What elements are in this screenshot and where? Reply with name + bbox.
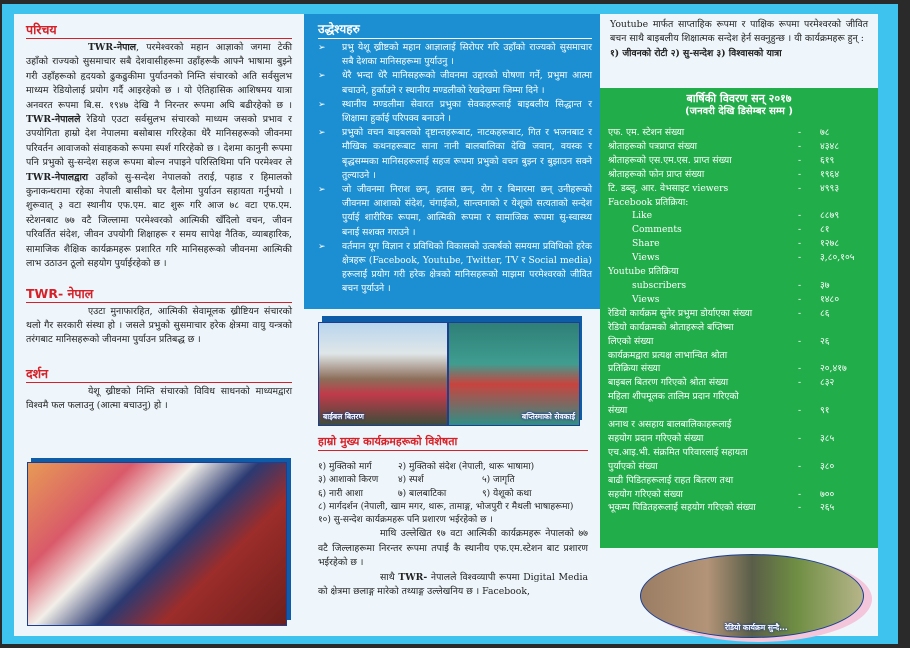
stats-dash: - (798, 224, 802, 236)
stats-dash: - (798, 405, 802, 417)
arrow-bullet-icon: ➢ (318, 71, 326, 82)
vision-text: येशू ख्रीष्टको निम्ति संचारको विविध साधनको माध्यमद्वारा विश्वमै फल फलाउनु (आत्मा बचाउनु) हो । (26, 385, 292, 412)
stats-value (820, 418, 870, 432)
stats-row (608, 488, 870, 502)
stats-value: ३८५ (820, 432, 835, 444)
stats-dash: - (798, 293, 802, 305)
stats-subtitle: (जनवरी देखि डिसेम्बर सम्म ) (685, 106, 793, 117)
column-middle (304, 14, 600, 636)
stats-dash: - (798, 488, 802, 500)
stats-row (608, 321, 870, 335)
stats-label: महिला शीपमूलक तालिम प्रदान गरिएको (608, 391, 739, 403)
column-right (600, 14, 878, 636)
stats-dash: - (798, 335, 802, 347)
stats-label: Comments (632, 224, 682, 236)
stats-row (608, 182, 870, 196)
stats-label: रेडियो कार्यक्रमको श्रोताहरूले बप्तिष्मा (608, 321, 734, 333)
stats-row (608, 251, 870, 265)
stats-label: Like (632, 210, 653, 222)
stats-value: ४३४८ (820, 140, 840, 152)
baptism-photo (448, 322, 580, 426)
objectives-title: उद्धेश्यहरु (318, 22, 592, 39)
stats-value: १९६४ (820, 168, 840, 180)
arrow-bullet-icon: ➢ (318, 241, 326, 252)
stats-label: संख्या (608, 405, 628, 417)
stats-value: ८३२ (820, 377, 835, 389)
photo-strip (318, 320, 582, 428)
stats-label: अनाथ र असहाय बालबालिकाहरूलाई (608, 419, 732, 431)
arrow-bullet-icon: ➢ (318, 99, 326, 110)
stats-value: ३८० (820, 460, 835, 472)
stats-dash: - (798, 238, 802, 250)
stats-row (608, 418, 870, 432)
stats-dash (798, 349, 820, 363)
stats-dash: - (798, 252, 802, 264)
stats-value: २०,४१७ (820, 363, 847, 375)
radio-listener-photo (640, 554, 872, 644)
stats-row (608, 209, 870, 223)
stats-row (608, 168, 870, 182)
stats-row (608, 501, 870, 515)
stats-value: ९१ (820, 405, 830, 417)
stats-row (608, 376, 870, 390)
intro-paragraph: TWR-नेपाल, परमेश्वरको महान आज्ञाको जगमा टेकी उहाँको राज्यको सुसमाचार सबै देशवासीहरूमा उहाँहरूकै आफ्नै भाषामा बुझ्ने गरी उहाँहरूको हृदयको ढुकढुकीमा पुर्याउनको निम्ति संचारको अति सर्वसुलभ माध्यम रेडियोलाई प्रयोग गर्दै आइरहेको छ । यो ऐतिहासिक आशिषमय यात्रा अनवरत रूपमा बि.स. १९४७ देखि नै निरन्तर रूपमा अघि बढीरहेको छ । TWR-नेपालले रेडियो एउटा सर्वसुलभ संचारको माध्यम जसको प्रभाव र उपयोगिता हाम्रो देश नेपालमा बसोबास गरिरहेका धेरै मानिसहरूको जीवनमा परिवर्तन आवाजको संवाहकको रूपमा स्पर्श गरिरहेको छ । देशमा कानुनी रूपमा पनि प्रभुको सु-सन्देश सहज रूपमा बोल्न नपाइने परिस्तिथिमा पनि परमेश्वर ले TWR-नेपालद्वारा उहाँको सु-सन्देश नेपालको तराई, पहाड र हिमालको कुनाकन्धरामा रहेका नेपाली बासीको घर दैलोमा पुर्याउन सहायता गर्नुभयो । शुरूवात् ३ वटा स्थानीय एफ.एम. बाट शुरू गरि आज ७८ वटा एफ.एम. स्टेशनबाट ७७ वटै जिल्लामा परमेश्वरको आत्मिकी खँदिलो वचन, जीवन परिवर्तित संदेश, जीवन उपयोगी शिक्षाहरू र समय सापेक्ष नैतिक, व्याबहारिक, सामाजिक शैक्षिक कार्यक्रमहरू प्रशारित गरि मानिसहरूको जीवनमा आत्मिकी लाभ उठाउन ठूलो सहयोग पुर्याईरहेको छ । (26, 42, 292, 270)
stats-row (608, 196, 870, 210)
stats-value: ३,८०,१०५ (820, 252, 855, 264)
stats-value: ७०० (820, 488, 835, 500)
stats-row (608, 474, 870, 488)
stats-label: टि. डब्लु. आर. वेभसाइट viewers (608, 182, 729, 194)
stats-dash: - (798, 502, 802, 514)
stats-label: भूकम्प पिडितहरूलाई सहयोग गरिएको संख्या (608, 502, 756, 514)
stats-label: रेडियो कार्यक्रम सुनेर प्रभुमा डोर्याएका संख्या (608, 307, 753, 319)
stats-label: श्रोताहरूको एस.एम.एस. प्राप्त संख्या (608, 154, 732, 166)
program-row: १) मुक्तिको मार्ग २) मुक्तिको संदेश (नेपाली, थारू भाषामा) (318, 462, 535, 472)
stats-row (608, 335, 870, 349)
about-title: TWR- नेपाल (26, 286, 292, 303)
stats-value: ४९९३ (820, 182, 840, 194)
stats-row (608, 126, 870, 140)
stats-label: सहयोग गरिएको संख्या (608, 488, 683, 500)
intro-title: परिचय (26, 22, 292, 39)
stats-label: कार्यक्रमद्वारा प्रत्यक्ष लाभान्वित श्रोता (608, 349, 728, 361)
stats-dash: - (798, 127, 802, 138)
program-row: ६) नारी आशा ७) बालबाटिका ९) येशूको कथा (318, 488, 532, 499)
stats-dash: - (798, 182, 802, 194)
stats-value: २६ (820, 335, 830, 347)
annual-stats-panel (600, 88, 878, 548)
stats-value (820, 390, 870, 404)
stats-value: १२७८ (820, 238, 840, 250)
stats-row (608, 390, 870, 404)
about-text: एउटा मुनाफारहित, आत्मिकी सेवामूलक ख्रीष्टियन संचारको थलो गैर सरकारी संस्था हो । जसले प्रभुको सुसमाचार हरेक क्षेत्रमा वायु यन्त्रको तरंगबाट मानिसहरूको जीवनमा पुर्याउन प्रतिबद्ध छ । (26, 305, 292, 346)
stats-row (608, 460, 870, 474)
features-paragraph: माथि उल्लेखित १७ वटा आत्मिकी कार्यक्रमहरू नेपालको ७७ वटै जिल्लाहरूमा निरन्तर रूपमा तपाई कै स्थानीय एफ.एम.स्टेशन बाट प्रशारण भईरहेको छ । (318, 528, 588, 569)
objective-item: ➢ प्रभु येशू ख्रीष्टको महान आज्ञालाई सिरोपर गरि उहाँको राज्यको सुसमाचार सबै देशका मानिसहरूमा पुर्याउनु । (318, 41, 592, 69)
stats-row (608, 154, 870, 168)
stats-label: Youtube प्रतिक्रिया (608, 266, 679, 278)
stats-dash: - (798, 279, 802, 291)
digital-media-paragraph: साथै TWR- नेपालले विश्वव्यापी रूपमा Digital Media को क्षेत्रमा छलाङ्ग मारेको तथ्याङ्ग उल्लेखनिय छ । Facebook, (318, 571, 588, 598)
stats-row (608, 349, 870, 363)
features-title: हाम्रो मुख्य कार्यक्रमहरूको विशेषता (318, 434, 588, 451)
stats-label: एफ. एम. स्टेशन संख्या (608, 127, 685, 138)
stats-value: ७८ (820, 127, 830, 138)
objective-item: ➢ प्रभुको वचन बाइबलको दृष्टान्तहरूबाट, नाटकहरूबाट, गित र भजनबाट र मौखिक कथनहरूबाट साना नानी बालबालिका देखि जवान, वयस्क र बृद्धसम्मका मानिसहरूलाई सहज रूपमा प्रभुको वचन बुझ्न र बुझाउन सक्ने तुल्याउने । (318, 126, 592, 183)
stats-row (608, 362, 870, 376)
stats-row (608, 404, 870, 418)
intro-lead: TWR-नेपाल (88, 42, 137, 53)
stats-dash: - (798, 432, 802, 444)
stats-row (608, 223, 870, 237)
photo-image (640, 554, 864, 638)
stats-row (608, 307, 870, 321)
women-listening-radio-photo (27, 462, 289, 632)
stats-value: १४८० (820, 293, 840, 305)
program-item-10: १०) सु-सन्देश कार्यक्रमहरू पनि प्रशारण भईरहेको छ । (318, 515, 493, 526)
stats-value: २६५ (820, 502, 835, 514)
stats-value (820, 349, 870, 363)
features-section (318, 434, 588, 600)
stats-row (608, 140, 870, 154)
stats-label: Facebook प्रतिक्रिया: (608, 196, 689, 208)
stats-dash: - (798, 460, 802, 472)
objective-item: ➢ धेरै भन्दा धेरै मानिसहरूको जीवनमा उद्दारको घोषणा गर्ने, प्रभुमा आत्मा बचाउने, हुर्काउने र स्थानीय मण्डलीको रेखदेखमा जिम्मा दिने । (318, 69, 592, 97)
stats-dash (798, 265, 820, 279)
stats-row (608, 446, 870, 460)
stats-label: एच.आइ.भी. संक्रमित परिवारलाई सहायता (608, 446, 748, 458)
photo-image (27, 462, 287, 626)
page-frame (2, 4, 898, 644)
stats-dash (798, 196, 820, 210)
stats-value: ८८७९ (820, 210, 840, 222)
brochure-page (14, 14, 878, 636)
objective-item: ➢ स्थानीय मण्डलीमा सेवारत प्रभुका सेवकहरूलाई बाइबलीय सिद्धान्त र शिक्षामा हुर्काई परिपक्व बनाउने । (318, 98, 592, 126)
stats-table (608, 126, 870, 515)
stats-label: प्रतिक्रिया संख्या (608, 363, 661, 375)
stats-row (608, 265, 870, 279)
stats-value (820, 265, 870, 279)
photo-caption: रेडियो कार्यक्रम सुन्दै... (725, 623, 788, 632)
youtube-programs-list: १) जीवनको रोटी २) सु-सन्देश ३) विश्वासको यात्रा (610, 47, 782, 59)
stats-row (608, 432, 870, 446)
stats-value: ६१९ (820, 154, 835, 166)
stats-value (820, 196, 870, 210)
stats-title: बार्षिकी विवरण सन् २०१७ (686, 92, 792, 105)
photo-caption: बप्तिस्माको सेवकाई (521, 412, 575, 421)
stats-value (820, 474, 870, 488)
objective-item: ➢ जो जीवनमा निराश छन्, हतास छन्, रोग र बिमारमा छन् उनीहरूको जीवनमा आशाको संदेश, चंगाईको, सान्त्वनाको र येशूको सत्यताको सन्देश पुर्याई शारीरिक रूपमा, आत्मिकी रूपमा र सामाजिक रूपमा सु-स्वास्थ्य बनाई सशक्त गराउने । (318, 183, 592, 240)
stats-value (820, 321, 870, 335)
photo-caption: बाईबल बितरण (323, 412, 364, 421)
stats-value: ३७ (820, 279, 830, 291)
arrow-bullet-icon: ➢ (318, 185, 326, 196)
stats-label: बाइबल बितरण गरिएको श्रोता संख्या (608, 377, 729, 389)
stats-dash (798, 474, 820, 488)
arrow-bullet-icon: ➢ (318, 43, 326, 53)
vision-title: दर्शन (26, 366, 292, 383)
arrow-bullet-icon: ➢ (318, 128, 326, 139)
stats-value: ८६ (820, 307, 830, 319)
stats-dash: - (798, 377, 802, 389)
stats-row (608, 237, 870, 251)
stats-dash (798, 418, 820, 432)
stats-label: सहयोग प्रदान गरिएको संख्या (608, 432, 704, 444)
stats-label: Views (632, 252, 660, 264)
stats-label: लिएको संख्या (608, 335, 654, 347)
program-item-8: ८) मार्गदर्शन (नेपाली, खाम मगर, थारू, तामाङ्ग, भोजपुरी र मैथली भाषाहरूमा) (318, 501, 574, 512)
stats-value (820, 446, 870, 460)
stats-label: Views (632, 293, 660, 305)
stats-dash (798, 321, 820, 335)
stats-dash: - (798, 140, 802, 152)
stats-label: पुर्याएको संख्या (608, 460, 658, 472)
stats-dash: - (798, 168, 802, 180)
objective-item: ➢ वर्तमान यूग विज्ञान र प्रविधिको विकासको उत्कर्षको समयमा प्रविधिको हरेक क्षेत्रहरू (Facebook, Youtube, Twitter, TV र Social media) हरूलाई प्रयोग गरी हरेक क्षेत्रको मानिसहरूको माझमा परमेश्वरको जीवित बचन पुर्याउने । (318, 240, 592, 297)
objectives-panel (304, 14, 600, 309)
stats-dash: - (798, 363, 802, 375)
stats-label: subscribers (632, 279, 687, 291)
stats-label: बाढी पिडितहरूलाई राहत बितरण तथा (608, 474, 734, 486)
stats-value: ८१ (820, 224, 830, 236)
bible-distribution-photo (318, 322, 448, 426)
stats-label: Share (632, 238, 660, 250)
digital-text: Youtube मार्फत साप्ताहिक रूपमा र पाक्षिक रूपमा परमेश्वरको जीवित बचन साथै बाइबलीय शिक्षात्मक सन्देश हेर्न सक्नुहुन्छ । यी कार्यक्रमहरू हुन् : १) जीवनको रोटी २) सु-सन्देश ३) विश्वासको यात्रा (610, 19, 868, 59)
stats-row (608, 279, 870, 293)
stats-dash: - (798, 307, 802, 319)
stats-dash (798, 446, 820, 460)
stats-label: श्रोताहरूको फोन प्राप्त संख्या (608, 168, 705, 180)
program-row: ३) आशाको किरण ४) स्पर्श ५) जागृति (318, 475, 515, 486)
stats-dash: - (798, 154, 802, 166)
stats-dash (798, 390, 820, 404)
stats-row (608, 293, 870, 307)
stats-dash: - (798, 210, 802, 222)
stats-label: श्रोताहरूको पत्रप्राप्त संख्या (608, 140, 698, 152)
